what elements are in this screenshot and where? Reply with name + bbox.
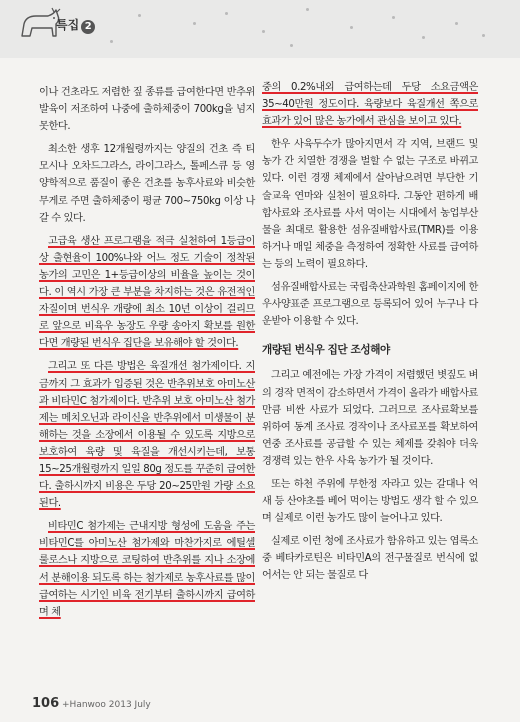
section-number-badge: 2 xyxy=(81,20,95,34)
paragraph: 이나 건초라도 저렴한 짚 종류를 급여한다면 반추위 발육이 저조하여 나중에 출하체중이 700kg을 넘지 못한다. xyxy=(39,87,255,133)
paragraph: 최소한 생후 12개월령까지는 양질의 건초 즉 티모시나 오차드그라스, 라이그라스, 톨페스큐 등 영양학적으로 품질이 좋은 건초를 농후사료와 비슷한 무게로 주면 출하체중이 평균 700~750kg 이상 나갈 수 있다. xyxy=(39,144,255,224)
paragraph: 또는 하천 주위에 무한정 자라고 있는 갈대나 억새 등 산야초를 베어 먹이는 방법도 생각 할 수 있으며 실제로 이런 농가도 많이 늘어나고 있다. xyxy=(262,478,478,525)
highlighted-text: 그리고 또 다른 방법은 육질개선 첨가제이다. 지금까지 그 효과가 입증된 것은 반추위보호 아미노산과 비타민C 첨가제이다. 반추위 보호 아미노산 첨가제는 메치오닌과 라이신을 반추위에서 미생물이 분해하는 것을 소장에서 이용될 수 있도록 지방으로 보호하여 육량 및 육질을 개선시키는데, 보통 15~25개월령까지 일일 80g 정도를 꾸준히 급여한다. 출하시까지 비용은 두당 20~25만원 가량 소요된다. xyxy=(39,361,255,510)
section-subheading: 개량된 번식우 집단 조성해야 xyxy=(262,344,390,357)
paragraph xyxy=(262,79,478,130)
paragraph xyxy=(39,358,255,512)
page-header xyxy=(0,0,520,58)
paragraph xyxy=(39,518,255,621)
paragraph: 실제로 이런 청에 조사료가 함유하고 있는 엽록소 중 베타카로틴은 비타민A의 전구물질로 번식에 없어서는 안 되는 물질로 다 xyxy=(262,536,478,582)
left-column xyxy=(39,84,255,627)
page-footer xyxy=(32,696,151,711)
paragraph xyxy=(39,233,255,353)
highlighted-text: 중의 0.2%내외 급여하는데 두당 소요금액은 35~40만원 정도이다. 육량보다 육질개선 쪽으로 효과가 있어 많은 농가에서 관심을 보이고 있다. xyxy=(262,82,478,128)
issue-date: 2013 July xyxy=(108,700,151,710)
page-number: 106 xyxy=(32,696,60,711)
right-column xyxy=(262,79,478,591)
highlighted-text: 비타민C 첨가제는 근내지방 형성에 도움을 주는 비타민C를 아미노산 첨가제와 마찬가지로 에틸셀룰로스나 지방으로 코팅하여 반추위를 지나 소장에서 분해이용 되도록 하는 첨가제로 농후사료를 많이 급여하는 시기인 비육 전기부터 출하시까지 급여하며 체 xyxy=(39,521,255,618)
section-label: 특집 2 xyxy=(56,16,95,34)
paragraph: 한우 사육두수가 많아지면서 각 지역, 브랜드 및 농가 간 치열한 경쟁을 벌할 수 없는 구조로 바뀌고 있다. 이런 경쟁 체제에서 살아남으려면 부단한 기술교육 연마와 실천이 필요하다. 그동안 편하게 배합사료와 조사료를 사서 먹이는 시대에서 농업부산물을 최대로 활용한 섬유질배합사료(TMR)를 이용하거나 매일 체중을 측정하여 정확한 사료를 급여하는 등의 노력이 필요하다. xyxy=(262,139,478,270)
highlighted-text: 고급육 생산 프로그램을 적극 실천하여 1등급이상 출현율이 100%나와 어느 정도 기술이 정착된 농가의 고민은 1+등급이상의 비율을 높이는 것이다. 이 역시 가장 큰 부분을 차지하는 것은 유전적인 자질이며 번식우 개량에 최소 10년 이상이 걸리므로 앞으로 비육우 농장도 우량 송아지 확보를 원한다면 개량된 번식우 집단을 보유해야 할 것이다. xyxy=(39,235,255,350)
publication-name: +Hanwoo xyxy=(62,700,106,710)
paragraph: 그리고 예전에는 가장 가격이 저렴했던 볏짚도 벼의 경작 면적이 감소하면서 가격이 올라가 배합사료만큼 비싼 사료가 되었다. 그러므로 조사료확보를 위하여 동계 조사료 경작이나 조사료포를 확보하여 연중 조사료를 공급할 수 있는 체제를 갖춰야 더욱 경쟁력 있는 한우 사육 농가가 될 것이다. xyxy=(262,370,478,467)
paragraph: 섬유질배합사료는 국립축산과학원 홈페이지에 한우사양표준 프로그램으로 등록되어 있어 누구나 다운받아 이용할 수 있다. xyxy=(262,282,478,328)
